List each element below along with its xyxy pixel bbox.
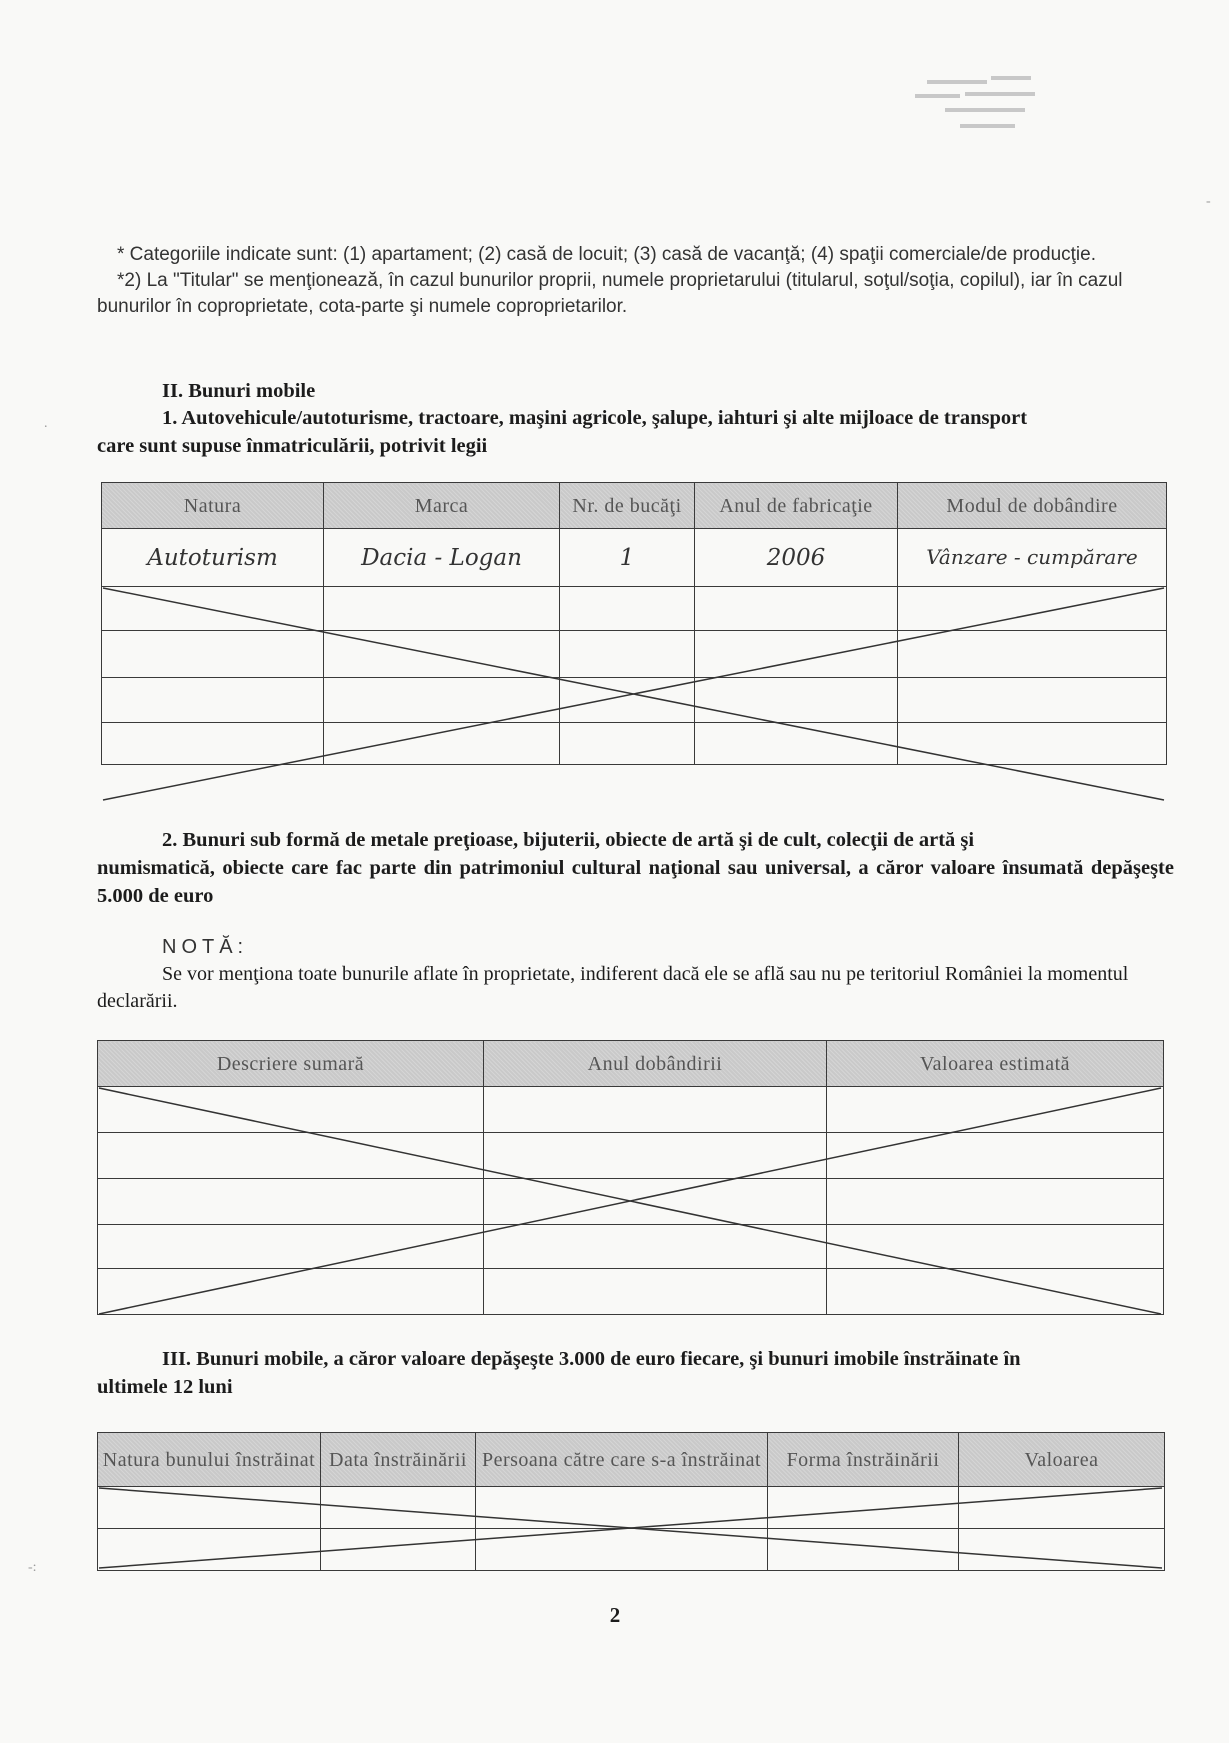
subsection-2-heading	[97, 826, 1174, 910]
header-valoarea: Valoarea	[959, 1433, 1165, 1487]
footnotes	[97, 242, 1174, 320]
margin-mark: -	[1206, 194, 1211, 209]
subsection-1-lead: 1. Autovehicule/autoturisme, tractoare, maşini agricole, şalupe, iahturi şi alte mijloace de transport	[162, 407, 1028, 429]
section-title-bunuri-mobile: II. Bunuri mobile	[162, 380, 316, 402]
margin-mark: .	[44, 416, 48, 431]
section-3-rest: ultimele 12 luni	[97, 1376, 233, 1398]
section-3-lead: III. Bunuri mobile, a căror valoare depăşeşte 3.000 de euro fiecare, şi bunuri imobile înstrăinate în	[162, 1348, 1021, 1370]
note-block	[97, 934, 1174, 1015]
header-natura: Natura	[102, 483, 324, 529]
crossed-out-mark	[97, 1086, 1163, 1316]
faint-stamp	[905, 72, 1065, 142]
subsection-1-rest: care sunt supuse înmatriculării, potrivit legii	[97, 435, 488, 457]
header-marca: Marca	[324, 483, 560, 529]
cell-natura: Autoturism	[102, 529, 324, 587]
header-valoarea-estimata: Valoarea estimată	[827, 1041, 1164, 1087]
subsection-1-heading	[97, 404, 1174, 460]
cell-marca: Dacia - Logan	[324, 529, 560, 587]
crossed-out-mark	[101, 586, 1166, 802]
header-anul-fabricatie: Anul de fabricaţie	[695, 483, 898, 529]
cell-nr-bucati: 1	[560, 529, 695, 587]
footnote-categories: * Categoriile indicate sunt: (1) apartament; (2) casă de locuit; (3) casă de vacanţă; (4) spaţii comerciale/de producţie.	[117, 244, 1096, 265]
subsection-2-rest: numismatică, obiecte care fac parte din patrimoniul cultural naţional sau universal, a căror valoare însumată depăşeşte 5.000 de euro	[97, 857, 1174, 907]
section-3-heading	[97, 1345, 1174, 1401]
header-forma-instrainarii: Forma înstrăinării	[768, 1433, 959, 1487]
footnote-titular: *2) La "Titular" se menţionează, în cazul bunurilor proprii, numele proprietarului (titularul, soţul/soţia, copilul), iar în cazul bunurilor în coproprietate, cota-parte şi numele coproprietarilor.	[97, 270, 1123, 317]
crossed-out-mark	[97, 1486, 1164, 1570]
header-descriere-sumara: Descriere sumară	[98, 1041, 484, 1087]
header-anul-dobandirii: Anul dobândirii	[484, 1041, 827, 1087]
note-text: Se vor menţiona toate bunurile aflate în proprietate, indiferent dacă ele se află sau nu pe teritoriul României la momentul declarării.	[97, 963, 1129, 1012]
table-row	[102, 529, 1167, 587]
header-modul-dobandire: Modul de dobândire	[898, 483, 1167, 529]
header-natura-bunului: Natura bunului înstrăinat	[98, 1433, 321, 1487]
page-number: 2	[609, 1603, 621, 1627]
header-nr-bucati: Nr. de bucăţi	[560, 483, 695, 529]
subsection-2-lead: 2. Bunuri sub formă de metale preţioase, bijuterii, obiecte de artă şi de cult, colecţii de artă şi	[162, 829, 975, 851]
margin-mark: -:	[28, 1560, 37, 1575]
header-persoana: Persoana către care s-a înstrăinat	[476, 1433, 768, 1487]
cell-anul-fabricatie: 2006	[695, 529, 898, 587]
cell-modul-dobandire: Vânzare - cumpărare	[898, 529, 1167, 587]
header-data-instrainarii: Data înstrăinării	[321, 1433, 476, 1487]
note-title: NOTĂ:	[162, 936, 249, 958]
